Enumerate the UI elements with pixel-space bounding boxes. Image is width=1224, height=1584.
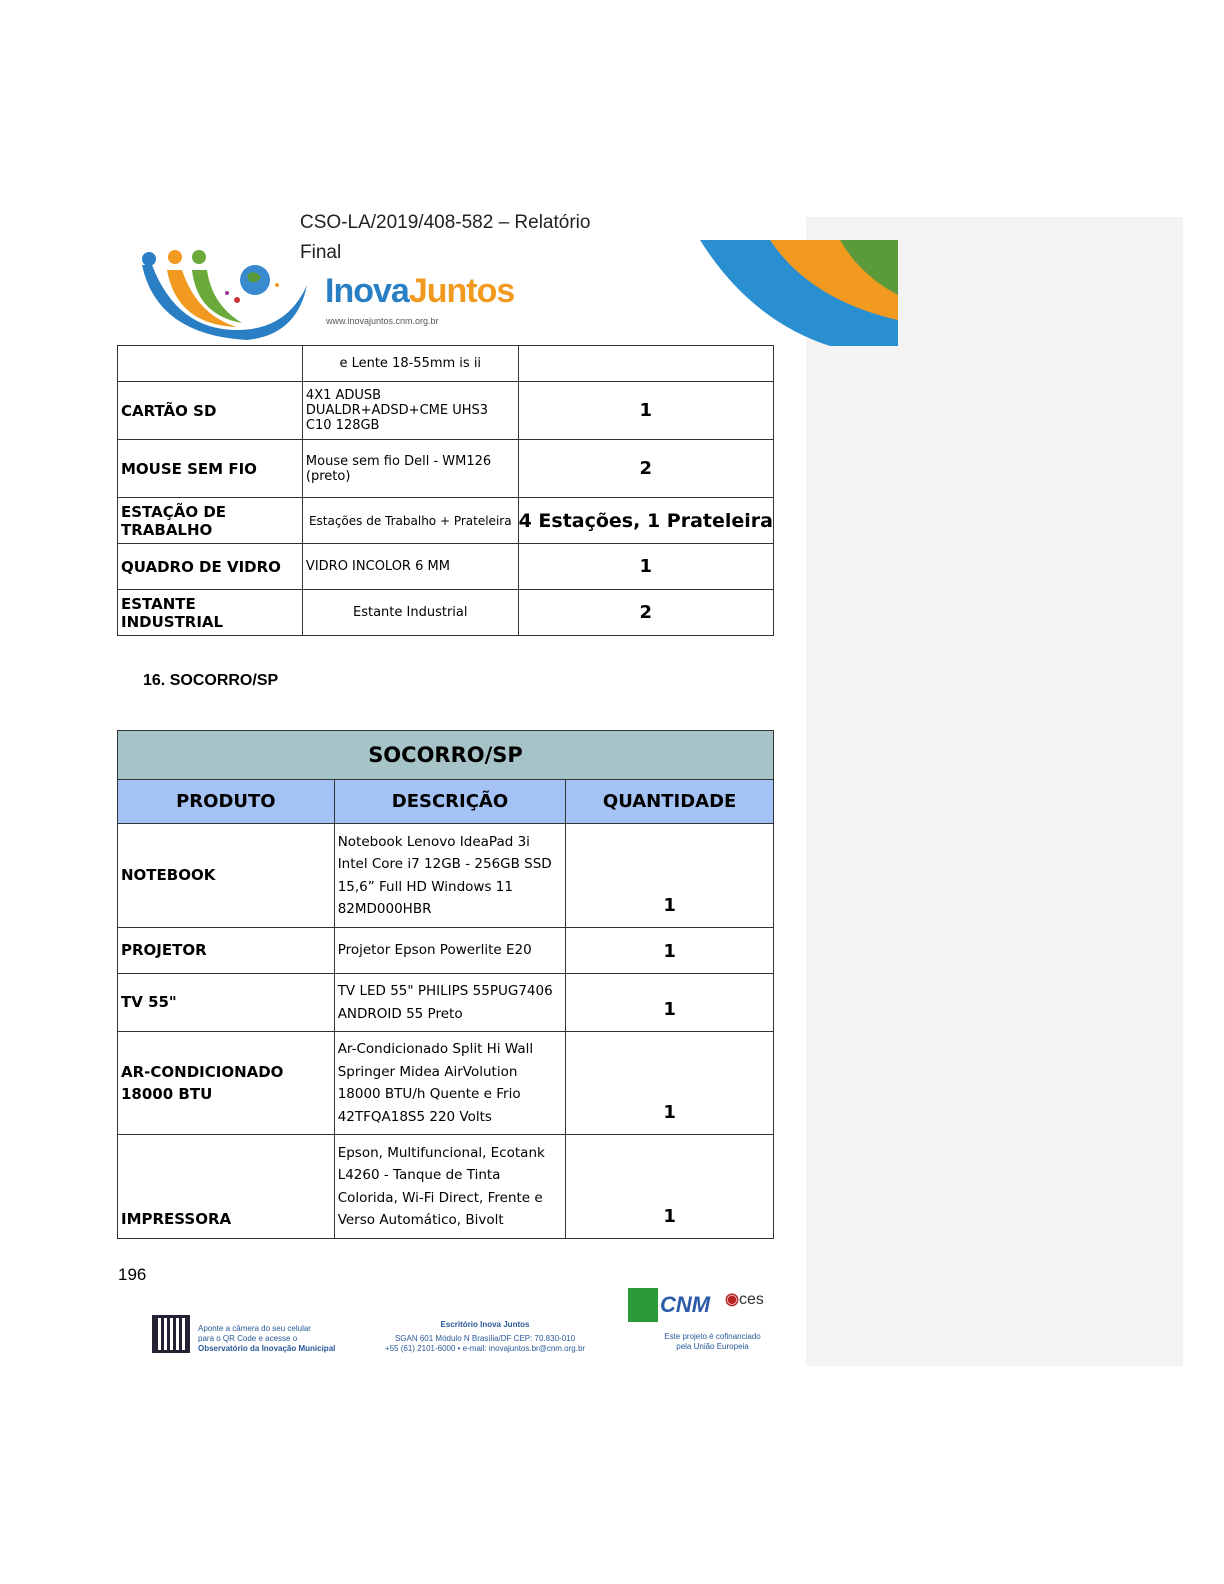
table-row: ESTAÇÃO DE TRABALHO Estações de Trabalho + Prateleira 4 Estações, 1 Prateleira (118, 498, 774, 544)
cnm-logo: CNM (628, 1288, 710, 1322)
table-row: IMPRESSORA Epson, Multifuncional, Ecotank L4260 - Tanque de Tinta Colorida, Wi-Fi Direct, Frente e Verso Automático, Bivolt 1 (118, 1135, 774, 1239)
column-header: PRODUTO (118, 780, 335, 824)
office-info: Escritório Inova Juntos SGAN 601 Módulo N Brasília/DF CEP: 70.830-010 +55 (61) 2101-6000 • e-mail: inovajuntos.br@cnm.org.br (384, 1320, 586, 1353)
eu-cofinance-note: Este projeto é cofinanciado pela União Europeia (664, 1332, 761, 1351)
equipment-table-previous (117, 345, 774, 636)
section-heading: 16. SOCORRO/SP (143, 672, 279, 689)
table-row: CARTÃO SD 4X1 ADUSB DUALDR+ADSD+CME UHS3 C10 128GB 1 (118, 382, 774, 440)
document-code: CSO-LA/2019/408-582 – Relatório Final (300, 212, 591, 263)
table-row: PROJETOR Projetor Epson Powerlite E20 1 (118, 928, 774, 974)
table-title: SOCORRO/SP (118, 731, 774, 780)
column-header: QUANTIDADE (566, 780, 774, 824)
table-row: ESTANTE INDUSTRIAL Estante Industrial 2 (118, 590, 774, 636)
ces-logo: ◉ces (725, 1291, 764, 1308)
column-header: DESCRIÇÃO (334, 780, 566, 824)
table-row: QUADRO DE VIDRO VIDRO INCOLOR 6 MM 1 (118, 544, 774, 590)
socorro-equipment-table (117, 730, 774, 1239)
brand-name: InovaJuntos (325, 272, 515, 310)
qr-code-icon (152, 1315, 190, 1353)
comment-margin-panel (806, 217, 1183, 1366)
qr-caption: Aponte a câmera do seu celular para o QR Code e acesse o Observatório da Inovação Municipal (198, 1324, 336, 1353)
page-number: 196 (118, 1265, 147, 1284)
inovajuntos-logo-icon (137, 245, 317, 345)
table-row: TV 55" TV LED 55" PHILIPS 55PUG7406 ANDROID 55 Preto 1 (118, 974, 774, 1032)
table-row: NOTEBOOK Notebook Lenovo IdeaPad 3i Intel Core i7 12GB - 256GB SSD 15,6” Full HD Windows 11 82MD000HBR 1 (118, 824, 774, 928)
decorative-swoosh-icon (700, 240, 898, 346)
table-row: e Lente 18-55mm is ii (118, 346, 774, 382)
table-row: MOUSE SEM FIO Mouse sem fio Dell - WM126 (preto) 2 (118, 440, 774, 498)
table-row: AR-CONDICIONADO 18000 BTU Ar-Condicionado Split Hi Wall Springer Midea AirVolution 18000 BTU/h Quente e Frio 42TFQA18S5 220 Volts 1 (118, 1032, 774, 1135)
brand-url: www.inovajuntos.cnm.org.br (326, 316, 439, 326)
